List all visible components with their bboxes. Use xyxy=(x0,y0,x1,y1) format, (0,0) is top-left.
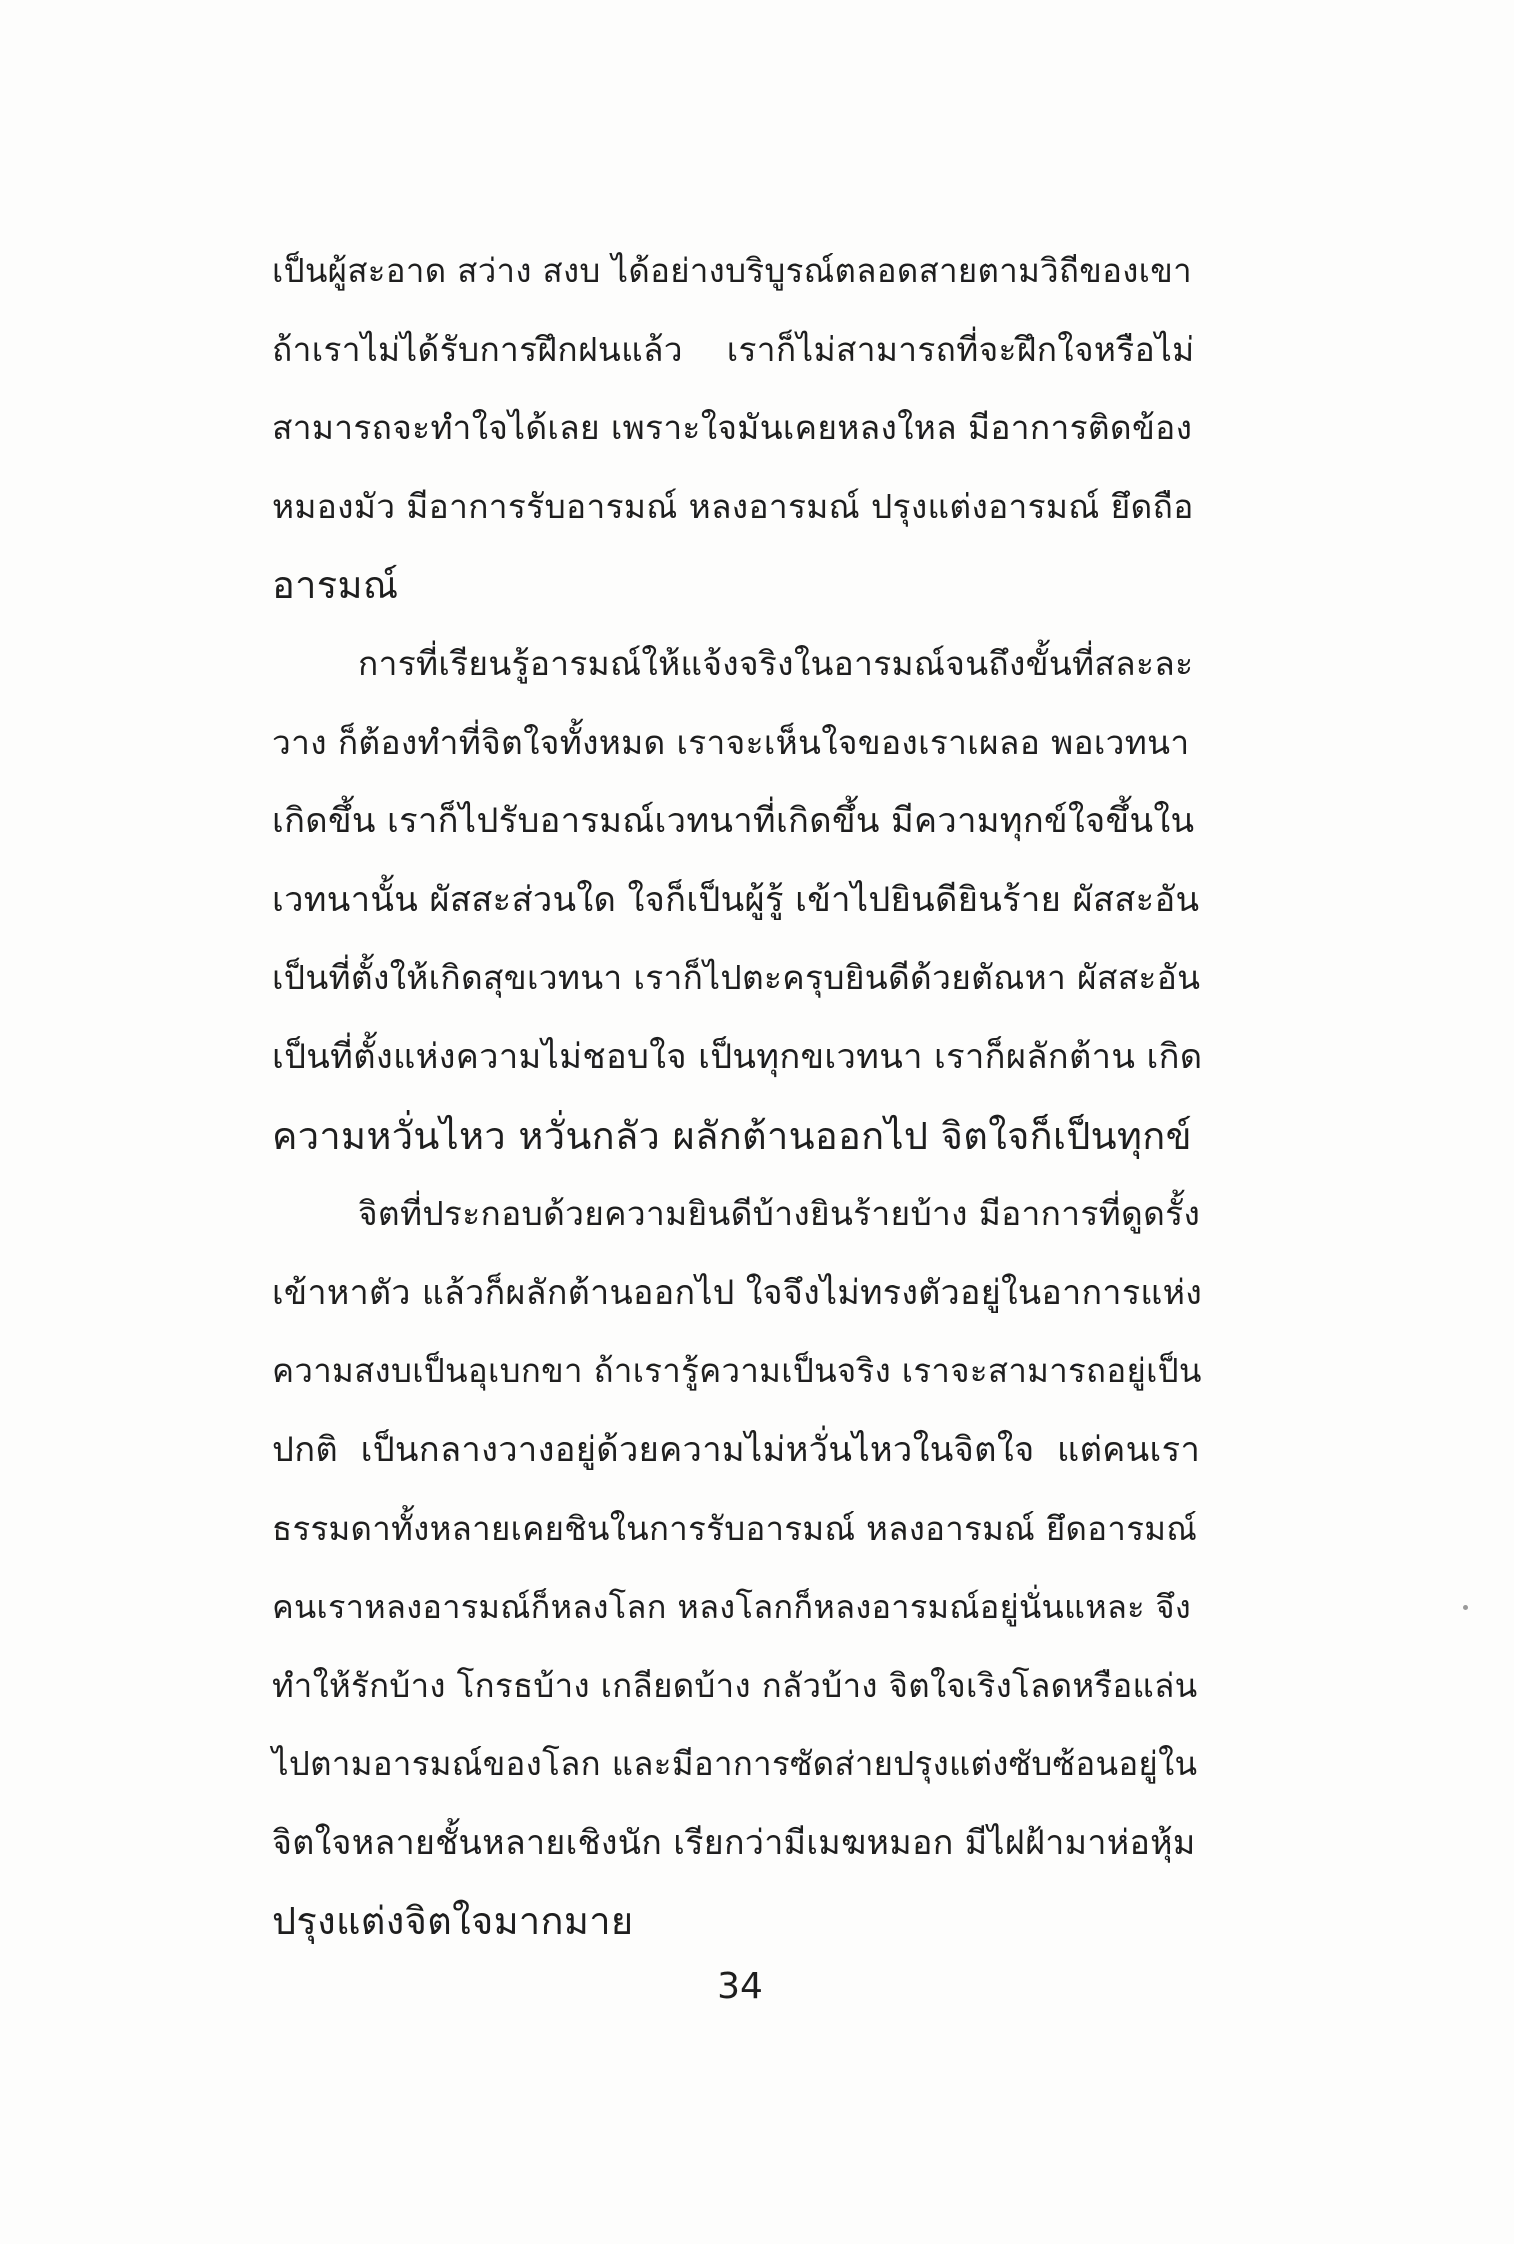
paragraph-2 xyxy=(272,625,1202,1175)
text-line: หมองมัว มีอาการรับอารมณ์ หลงอารมณ์ ปรุงแต่งอารมณ์ ยึดถือ xyxy=(272,486,1194,526)
page-number: 34 xyxy=(717,1966,763,2007)
text-line: เข้าหาตัว แล้วก็ผลักต้านออกไป ใจจึงไม่ทรงตัวอยู่ในอาการแห่ง xyxy=(272,1272,1203,1313)
text-line: ปรุงแต่งจิตใจมากมาย xyxy=(272,1899,634,1944)
text-line: ธรรมดาทั้งหลายเคยชินในการรับอารมณ์ หลงอารมณ์ ยึดอารมณ์ xyxy=(272,1508,1198,1548)
text-line: การที่เรียนรู้อารมณ์ให้แจ้งจริงในอารมณ์จนถึงขั้นที่สละละ xyxy=(358,643,1194,683)
text-line: ความหวั่นไหว หวั่นกลัว ผลักต้านออกไป จิตใจก็เป็นทุกข์ xyxy=(272,1113,1192,1158)
body-text xyxy=(272,232,1202,1961)
scan-speck xyxy=(1463,1605,1468,1610)
text-line: อารมณ์ xyxy=(272,563,399,608)
paragraph-3 xyxy=(272,1175,1202,1961)
text-line: เป็นที่ตั้งแห่งความไม่ชอบใจ เป็นทุกขเวทนา เราก็ผลักต้าน เกิด xyxy=(272,1036,1203,1077)
text-line: ไปตามอารมณ์ของโลก และมีอาการซัดส่ายปรุงแต่งซับซ้อนอยู่ใน xyxy=(272,1744,1198,1784)
text-line: เป็นที่ตั้งให้เกิดสุขเวทนา เราก็ไปตะครุบยินดีด้วยตัณหา ผัสสะอัน xyxy=(272,958,1201,998)
text-line: ความสงบเป็นอุเบกขา ถ้าเรารู้ความเป็นจริง เราจะสามารถอยู่เป็น xyxy=(272,1351,1202,1391)
text-line: จิตใจหลายชั้นหลายเชิงนัก เรียกว่ามีเมฆหมอก มีไฝฝ้ามาห่อหุ้ม xyxy=(272,1822,1196,1863)
text-line: สามารถจะทำใจได้เลย เพราะใจมันเคยหลงใหล มีอาการติดข้อง xyxy=(272,408,1193,448)
text-line: ปกติ เป็นกลางวางอยู่ด้วยความไม่หวั่นไหวในจิตใจ แต่คนเรา xyxy=(272,1429,1201,1470)
text-line: จิตที่ประกอบด้วยความยินดีบ้างยินร้ายบ้าง มีอาการที่ดูดรั้ง xyxy=(358,1194,1201,1234)
text-line: เกิดขึ้น เราก็ไปรับอารมณ์เวทนาที่เกิดขึ้น มีความทุกข์ใจขึ้นใน xyxy=(272,801,1195,842)
text-line: เป็นผู้สะอาด สว่าง สงบ ได้อย่างบริบูรณ์ตลอดสายตามวิถีของเขา xyxy=(272,251,1192,290)
text-line: เวทนานั้น ผัสสะส่วนใด ใจก็เป็นผู้รู้ เข้าไปยินดียินร้าย ผัสสะอัน xyxy=(272,879,1200,920)
text-line: วาง ก็ต้องทำที่จิตใจทั้งหมด เราจะเห็นใจของเราเผลอ พอเวทนา xyxy=(272,722,1190,762)
paragraph-1 xyxy=(272,232,1202,625)
text-line: ถ้าเราไม่ได้รับการฝึกฝนแล้ว เราก็ไม่สามารถที่จะฝึกใจหรือไม่ xyxy=(272,329,1195,369)
text-line: ทำให้รักบ้าง โกรธบ้าง เกลียดบ้าง กลัวบ้าง จิตใจเริงโลดหรือแล่น xyxy=(272,1665,1198,1705)
text-line: คนเราหลงอารมณ์ก็หลงโลก หลงโลกก็หลงอารมณ์อยู่นั่นแหละ จึง xyxy=(272,1588,1192,1627)
